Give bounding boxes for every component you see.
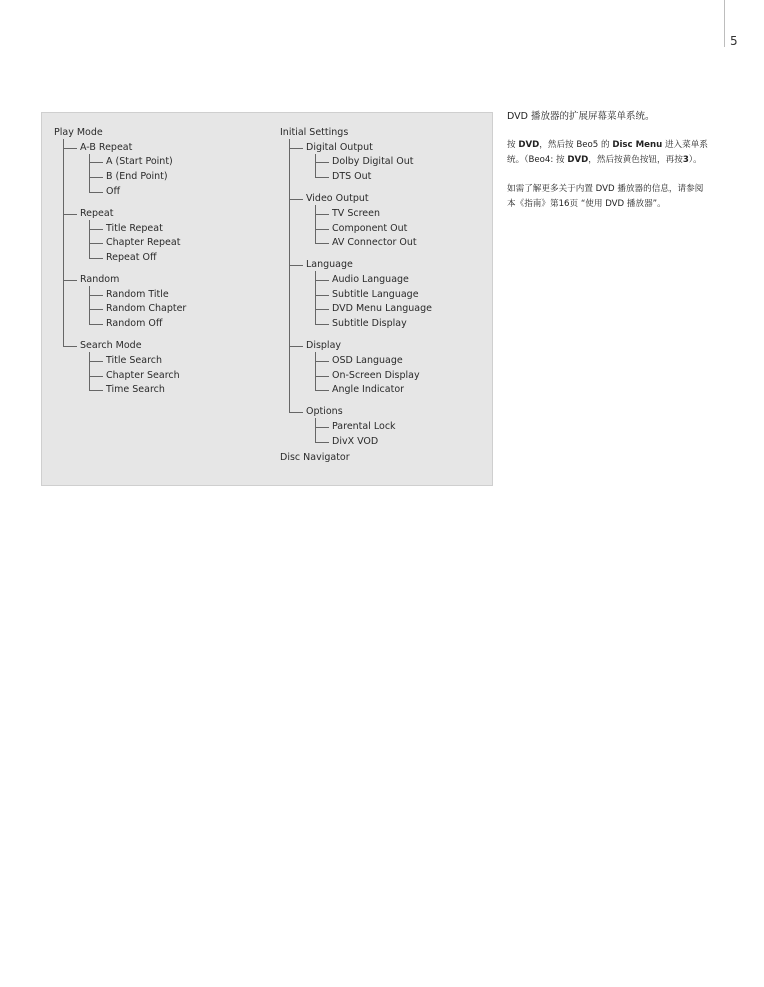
tree-connector	[89, 390, 103, 391]
tree-connector	[315, 352, 316, 391]
tree-item-label: DVD Menu Language	[332, 303, 432, 315]
tree-group-label: Digital Output	[306, 141, 373, 153]
tree-item-label: Random Off	[106, 318, 163, 330]
tree-group-label: Search Mode	[80, 340, 142, 352]
tree-item-label: Angle Indicator	[332, 384, 405, 396]
tree-connector	[63, 139, 64, 347]
tree-connector	[63, 214, 77, 215]
side-paragraph-2: 如需了解更多关于内置 DVD 播放器的信息，请参阅 本《指南》第16页 “使用 DVD 播放器”。	[507, 184, 704, 209]
tree-item-label: Component Out	[332, 222, 408, 234]
tree-connector	[89, 229, 103, 230]
tree-connector	[89, 177, 103, 178]
tree-root-label: Play Mode	[54, 127, 103, 138]
tree-connector	[89, 258, 103, 259]
tree-item-label: OSD Language	[332, 354, 403, 366]
tree-connector	[89, 295, 103, 296]
tree-group-label: Repeat	[80, 207, 114, 219]
tree-item-label: DivX VOD	[332, 435, 379, 447]
tree-item-label: A (Start Point)	[106, 156, 173, 168]
side-heading: DVD 播放器的扩展屏幕菜单系统。	[507, 111, 655, 122]
tree-connector	[89, 376, 103, 377]
tree-item-label: Off	[106, 185, 121, 197]
tree-connector	[315, 280, 329, 281]
tree-connector	[89, 243, 103, 244]
tree-item-label: Random Chapter	[106, 303, 187, 315]
tree-item-label: Dolby Digital Out	[332, 156, 414, 168]
tree-group-label: Video Output	[306, 193, 369, 205]
tree-connector	[315, 243, 329, 244]
tree-item-label: B (End Point)	[106, 171, 168, 183]
tree-connector	[289, 139, 290, 413]
page-rule	[724, 0, 725, 47]
tree-item-label: Title Search	[106, 354, 163, 366]
tree-item-label: Parental Lock	[332, 421, 396, 432]
tree-root-label: Initial Settings	[280, 127, 349, 138]
tree-item-label: AV Connector Out	[332, 237, 417, 249]
tree-connector	[89, 220, 90, 259]
tree-connector	[315, 418, 316, 442]
tree-footer-label: Disc Navigator	[280, 451, 350, 463]
tree-connector	[289, 346, 303, 347]
tree-connector	[89, 286, 90, 325]
tree-connector	[315, 154, 316, 178]
tree-connector	[289, 412, 303, 413]
tree-connector	[315, 295, 329, 296]
tree-connector	[89, 162, 103, 163]
tree-item-label: TV Screen	[332, 207, 380, 219]
tree-connector	[63, 280, 77, 281]
tree-connector	[315, 361, 329, 362]
tree-connector	[63, 148, 77, 149]
tree-connector	[315, 442, 329, 443]
tree-item-label: Subtitle Language	[332, 288, 419, 300]
menu-tree-diagram	[41, 112, 493, 486]
side-paragraph-1: 按 DVD，然后按 Beo5 的 Disc Menu 进入菜单系 统。（Beo4: 按 DVD，然后按黄色按钮，再按3）。	[507, 140, 708, 165]
tree-item-label: Audio Language	[332, 274, 409, 285]
tree-connector	[315, 214, 329, 215]
tree-connector	[315, 324, 329, 325]
tree-group-label: A-B Repeat	[80, 141, 133, 153]
tree-group-label: Random	[80, 274, 120, 285]
tree-group-label: Options	[306, 406, 343, 418]
tree-item-label: Time Search	[106, 384, 165, 396]
tree-connector	[289, 148, 303, 149]
tree-group-label: Display	[306, 340, 342, 352]
tree-item-label: Chapter Repeat	[106, 237, 181, 249]
tree-connector	[89, 309, 103, 310]
tree-connector	[289, 199, 303, 200]
tree-connector	[315, 376, 329, 377]
tree-item-label: Subtitle Display	[332, 318, 407, 330]
tree-connector	[315, 229, 329, 230]
tree-connector	[315, 271, 316, 325]
tree-connector	[315, 309, 329, 310]
tree-connector	[63, 346, 77, 347]
tree-connector	[89, 324, 103, 325]
tree-connector	[89, 352, 90, 391]
tree-item-label: On-Screen Display	[332, 369, 420, 381]
tree-group-label: Language	[306, 259, 353, 271]
tree-connector	[315, 205, 316, 244]
tree-connector	[289, 265, 303, 266]
tree-connector	[315, 427, 329, 428]
tree-connector	[89, 154, 90, 193]
tree-connector	[89, 361, 103, 362]
tree-item-label: Random Title	[106, 288, 169, 300]
tree-connector	[89, 192, 103, 193]
tree-connector	[315, 162, 329, 163]
tree-item-label: Repeat Off	[106, 251, 157, 263]
tree-item-label: Title Repeat	[106, 222, 163, 234]
page-number: 5	[730, 34, 738, 48]
tree-item-label: Chapter Search	[106, 369, 180, 381]
tree-connector	[315, 390, 329, 391]
tree-item-label: DTS Out	[332, 171, 372, 183]
tree-connector	[315, 177, 329, 178]
